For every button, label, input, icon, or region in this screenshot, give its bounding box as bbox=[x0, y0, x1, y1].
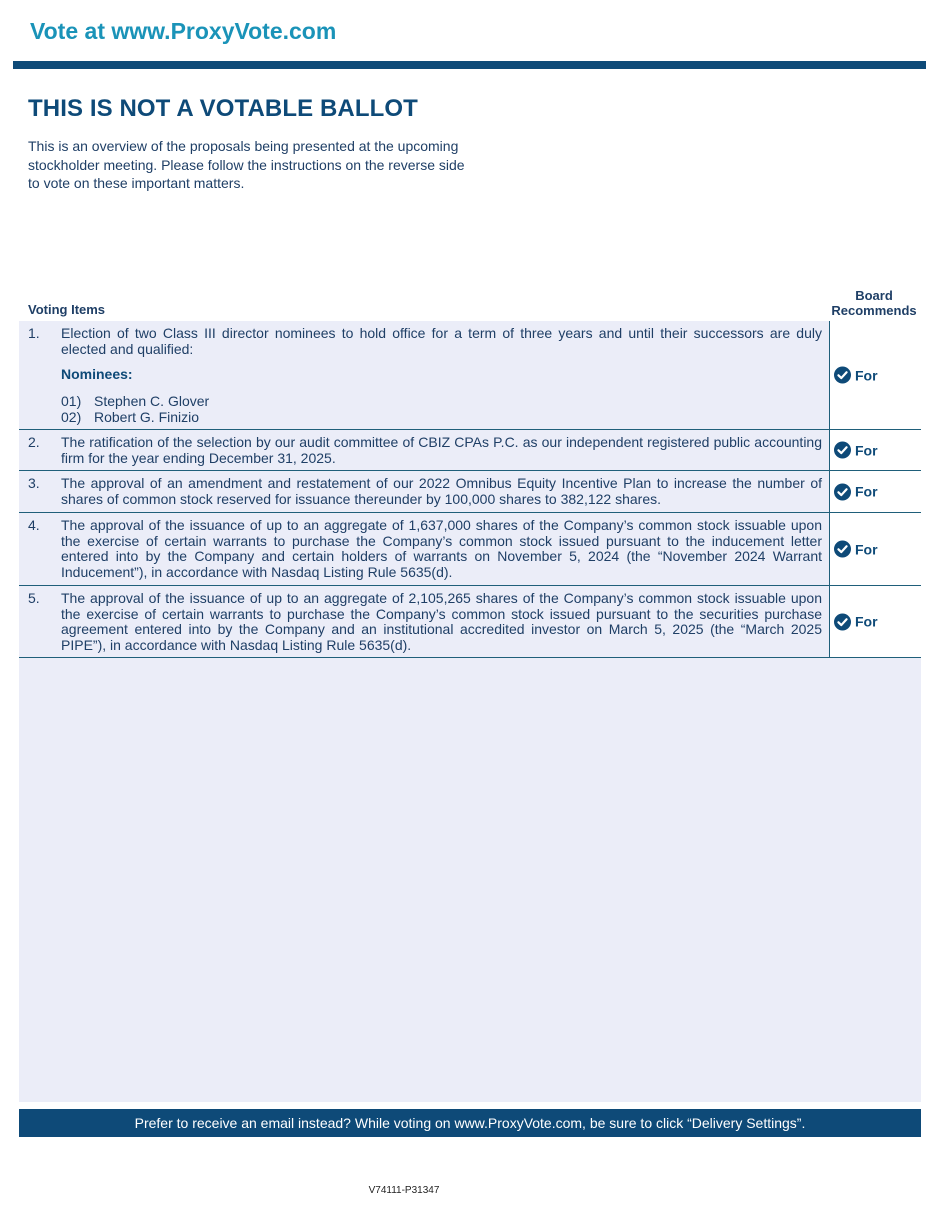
board-label-line2: Recommends bbox=[831, 303, 917, 318]
recommendation-cell bbox=[829, 321, 922, 429]
recommendation-label: For bbox=[855, 541, 878, 557]
voting-item-row-1 bbox=[19, 321, 921, 430]
check-circle-icon bbox=[834, 613, 851, 630]
intro-text: This is an overview of the proposals being presented at the upcoming stockholder meeting. Please follow the instructions on the reverse side to vote on these important matters. bbox=[28, 138, 465, 191]
check-circle-icon bbox=[834, 483, 851, 500]
recommendation-label: For bbox=[855, 613, 878, 630]
delivery-settings-banner: Prefer to receive an email instead? While voting on www.ProxyVote.com, be sure to click “Delivery Settings”. bbox=[19, 1109, 921, 1137]
recommendation-cell bbox=[829, 586, 922, 657]
board-recommends-heading bbox=[828, 288, 920, 318]
voting-item-row-2 bbox=[19, 430, 921, 471]
item-number: 5. bbox=[28, 590, 40, 606]
check-circle-icon bbox=[834, 541, 851, 558]
nominees-label: Nominees: bbox=[61, 366, 133, 382]
document-code: V74111-P31347 bbox=[368, 1185, 440, 1196]
nominee-item bbox=[61, 393, 822, 409]
item-description: The ratification of the selection by our audit committee of CBIZ CPAs P.C. as our independent registered public accounting firm for the year ending December 31, 2025. bbox=[61, 434, 822, 466]
recommendation-cell bbox=[829, 513, 922, 585]
item-number: 3. bbox=[28, 475, 40, 491]
voting-item-row-5 bbox=[19, 586, 921, 658]
nominee-name: Stephen C. Glover bbox=[94, 392, 210, 409]
recommendation-cell bbox=[829, 471, 922, 512]
proxyvote-header-link[interactable]: Vote at www.ProxyVote.com bbox=[30, 18, 337, 44]
nominee-number: 01) bbox=[61, 392, 82, 409]
voting-item-row-4 bbox=[19, 513, 921, 586]
recommendation-label: For bbox=[855, 483, 878, 500]
board-label-line1: Board bbox=[855, 288, 893, 303]
item-description: The approval of an amendment and restatement of our 2022 Omnibus Equity Incentive Plan to increase the number of shares of common stock reserved for issuance thereunder by 100,000 shares to 382,122 shares. bbox=[61, 475, 822, 507]
header-divider bbox=[13, 61, 926, 69]
check-circle-icon bbox=[834, 367, 851, 384]
item-number: 2. bbox=[28, 434, 40, 450]
item-description: The approval of the issuance of up to an aggregate of 2,105,265 shares of the Company’s common stock issuable upon the exercise of certain warrants to purchase the Company’s common stock issued pursuant to the securities purchase agreement entered into by the Company and an institutional accredited investor on March 5, 2025 (the “March 2025 PIPE”), in accordance with Nasdaq Listing Rule 5635(d). bbox=[61, 590, 822, 653]
item-text bbox=[61, 326, 822, 425]
recommendation-label: For bbox=[855, 367, 878, 383]
nominee-item bbox=[61, 409, 822, 425]
nominee-number: 02) bbox=[61, 408, 82, 425]
check-circle-icon bbox=[834, 442, 851, 459]
recommendation-label: For bbox=[855, 442, 878, 458]
nominee-name: Robert G. Finizio bbox=[94, 408, 200, 425]
voting-items-heading: Voting Items bbox=[28, 302, 106, 317]
item-description: Election of two Class III director nominees to hold office for a term of three years and until their successors are duly elected and qualified: bbox=[61, 325, 822, 357]
page-title: THIS IS NOT A VOTABLE BALLOT bbox=[28, 95, 418, 122]
item-description: The approval of the issuance of up to an aggregate of 1,637,000 shares of the Company’s common stock issuable upon the exercise of certain warrants to purchase the Company’s common stock issued pursuant to the inducement letter entered into by the Company and certain holders of warrants on November 5, 2024 (the “November 2024 Warrant Inducement”), in accordance with Nasdaq Listing Rule 5635(d). bbox=[61, 517, 822, 580]
item-number: 4. bbox=[28, 517, 40, 533]
recommendation-cell bbox=[829, 430, 922, 470]
nominee-list bbox=[61, 393, 822, 425]
voting-items-table bbox=[19, 321, 921, 1102]
item-number: 1. bbox=[28, 325, 40, 341]
voting-item-row-3 bbox=[19, 471, 921, 513]
